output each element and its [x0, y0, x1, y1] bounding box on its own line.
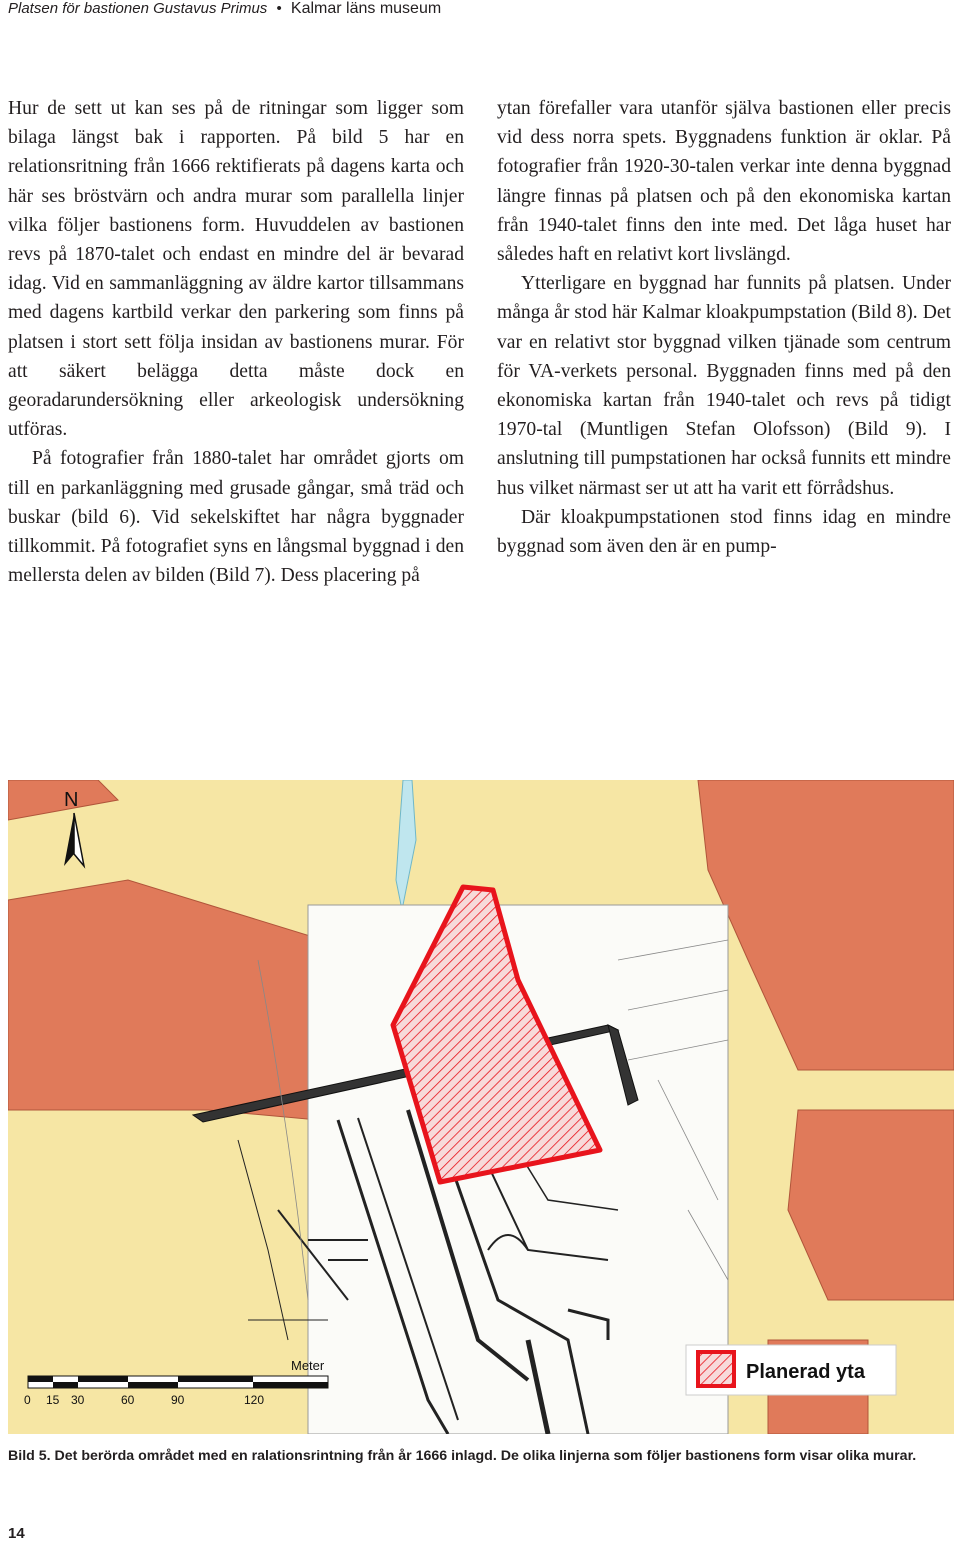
page-header: [8, 0, 441, 20]
scale-tick: 60: [121, 1393, 135, 1407]
right-text-column: [497, 94, 951, 561]
report-title: Platsen för bastionen Gustavus Primus: [8, 0, 268, 17]
page-number: 14: [8, 1525, 25, 1542]
paragraph: Ytterligare en byggnad har funnits på platsen. Under många år stod här Kalmar kloakpumpstation (Bild 8). Det var en relativt stor byggnad vilken tjänade som centrum för VA-verkets personal. Byggnaden finns med på den ekonomiska kartan från 1940-talet och revs på tidigt 1970-tal (Muntligen Stefan Olofsson) (Bild 9). I anslutning till pumpstationen har också funnits ett mindre hus vilket närmast ser ut att ha varit ett förrådshus.: [497, 273, 951, 499]
museum-name: Kalmar läns museum: [290, 0, 442, 17]
figure-caption: Bild 5. Det berörda området med en ralationsrintning från år 1666 inlagd. De olika linjerna som följer bastionens form visar olika murar.: [8, 1448, 917, 1464]
paragraph: Hur de sett ut kan ses på de ritningar som ligger som bilaga längst bak i rapporten. På bild 5 har en relationsritning från 1666 rektifierats på dagens karta och här ses bröstvärn och andra murar som parallella linjer vilka följer bastionens form. Huvuddelen av bastionen revs på 1870-talet och endast en mindre del är bevarad idag. Vid en sammanläggning av äldre kartor tillsammans med dagens kartbild verkar den parkering som finns på platsen i stort sett följa insidan av bastionens murar. För att säkert belägga detta måste dock en georadarundersökning eller arkeologisk undersökning utföras.: [8, 98, 464, 441]
scale-tick: 120: [244, 1393, 265, 1407]
north-label: N: [64, 789, 79, 811]
paragraph: På fotografier från 1880-talet har området gjorts om till en parkanläggning med grusade gångar, små träd och buskar (bild 6). Vid sekelskiftet har några byggnader tillkommit. På fotografiet syns en långsmal byggnad i den mellersta delen av bilden (Bild 7). Dess placering på: [8, 448, 464, 587]
scale-bar: [28, 1376, 328, 1388]
scale-tick: 0: [24, 1393, 31, 1407]
scale-tick: 90: [171, 1393, 185, 1407]
scale-tick: 15: [46, 1393, 60, 1407]
paragraph: ytan förefaller vara utanför själva bastionen eller precis vid dess norra spets. Byggnadens funktion är oklar. På fotografier från 1920-30-talen verkar inte denna byggnad längre finnas på platsen och på den ekonomiska kartan från 1940-talet finns den inte med. Det låga huset har således haft en relativt kort livslängd.: [497, 98, 951, 266]
scale-tick: 30: [71, 1393, 85, 1407]
site-map: [8, 780, 954, 1434]
left-text-column: [8, 94, 464, 590]
header-separator: •: [276, 0, 282, 17]
scale-unit: Meter: [291, 1358, 325, 1373]
paragraph: Där kloakpumpstationen stod finns idag en mindre byggnad som även den är en pump-: [497, 506, 951, 558]
legend-label: Planerad yta: [746, 1361, 865, 1383]
